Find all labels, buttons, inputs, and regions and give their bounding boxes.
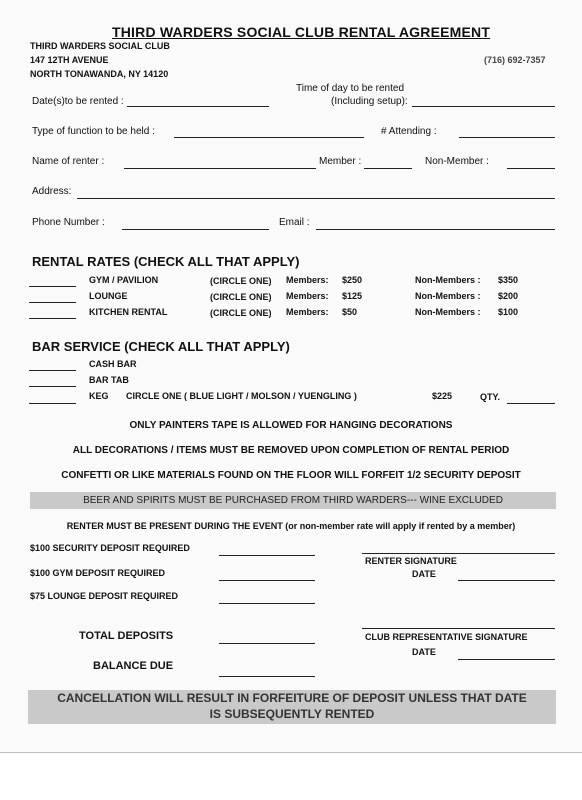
email-field[interactable] [316,229,555,230]
non-member-field[interactable] [507,168,555,169]
rate-name-lounge: LOUNGE [89,291,128,301]
address-field[interactable] [77,198,555,199]
cancellation-line-2: IS SUBSEQUENTLY RENTED [209,707,375,721]
cash-bar-checkbox[interactable] [29,370,76,371]
rate-checkbox-lounge[interactable] [29,302,76,303]
rate-checkbox-kitchen[interactable] [29,318,76,319]
rate-members-price-lounge: $125 [342,291,363,301]
member-label: Member : [319,156,362,167]
non-member-label: Non-Member : [425,156,489,167]
rate-nonmembers-price-kitchen: $100 [498,307,519,317]
rule-confetti: CONFETTI OR LIKE MATERIALS FOUND ON THE FLOOR WILL FORFEIT 1/2 SECURITY DEPOSIT [61,470,521,481]
attending-label: # Attending : [381,126,437,137]
rate-circle-kitchen: (CIRCLE ONE) [210,308,272,318]
keg-checkbox[interactable] [29,403,76,404]
bar-service-heading: BAR SERVICE (CHECK ALL THAT APPLY) [32,339,290,354]
cash-bar-label: CASH BAR [89,359,137,369]
total-deposits-label: TOTAL DEPOSITS [79,630,174,642]
phone-number-field[interactable] [122,229,269,230]
keg-price: $225 [432,391,453,401]
dates-field[interactable] [127,106,269,107]
keg-options: CIRCLE ONE ( BLUE LIGHT / MOLSON / YUENGLING ) [126,391,357,401]
keg-label: KEG [89,391,109,401]
qty-field[interactable] [507,403,555,404]
club-street: 147 12TH AVENUE [30,55,109,65]
rate-nonmembers-label-gym: Non-Members : [415,275,481,285]
balance-due-label: BALANCE DUE [93,660,174,672]
rate-nonmembers-label-lounge: Non-Members : [415,291,481,301]
rate-checkbox-gym[interactable] [29,286,76,287]
rental-rates-heading: RENTAL RATES (CHECK ALL THAT APPLY) [32,254,300,269]
lounge-deposit-field[interactable] [219,603,315,604]
security-deposit-field[interactable] [219,555,315,556]
rate-members-label-lounge: Members: [286,291,329,301]
security-deposit-label: $100 SECURITY DEPOSIT REQUIRED [30,543,190,553]
club-rep-signature-field[interactable] [362,628,555,629]
gym-deposit-label: $100 GYM DEPOSIT REQUIRED [30,568,166,578]
dates-label: Date(s)to be rented : [32,96,124,107]
club-rep-signature-label: CLUB REPRESENTATIVE SIGNATURE [365,632,528,642]
function-type-field[interactable] [174,137,364,138]
lounge-deposit-label: $75 LOUNGE DEPOSIT REQUIRED [30,591,179,601]
cancellation-line-1: CANCELLATION WILL RESULT IN FORFEITURE OF DEPOSIT UNLESS THAT DATE [57,691,527,705]
club-rep-date-field[interactable] [458,659,555,660]
renter-date-label: DATE [412,569,436,579]
rate-members-price-kitchen: $50 [342,307,358,317]
rate-members-price-gym: $250 [342,275,363,285]
renter-name-field[interactable] [124,168,316,169]
rule-decorations-removed: ALL DECORATIONS / ITEMS MUST BE REMOVED UPON COMPLETION OF RENTAL PERIOD [72,445,510,456]
renter-date-field[interactable] [458,580,555,581]
rule-renter-present: RENTER MUST BE PRESENT DURING THE EVENT (or non-member rate will apply if rented by a member) [66,521,516,531]
total-deposits-field[interactable] [219,643,315,644]
including-setup-label: (Including setup): [331,96,408,107]
rate-members-label-kitchen: Members: [286,307,329,317]
rate-nonmembers-price-lounge: $200 [498,291,519,301]
member-field[interactable] [364,168,412,169]
rate-circle-lounge: (CIRCLE ONE) [210,292,272,302]
rate-name-kitchen: KITCHEN RENTAL [89,307,168,317]
time-of-day-field[interactable] [412,106,555,107]
rate-name-gym: GYM / PAVILION [89,275,159,285]
balance-due-field[interactable] [219,676,315,677]
time-of-day-label: Time of day to be rented [296,83,405,94]
rate-nonmembers-label-kitchen: Non-Members : [415,307,481,317]
rate-members-label-gym: Members: [286,275,329,285]
renter-signature-label: RENTER SIGNATURE [365,556,457,566]
bar-tab-label: BAR TAB [89,375,129,385]
rate-nonmembers-price-gym: $350 [498,275,519,285]
email-label: Email : [279,217,310,228]
rate-circle-gym: (CIRCLE ONE) [210,276,272,286]
form-title: THIRD WARDERS SOCIAL CLUB RENTAL AGREEMENT [112,24,491,40]
renter-signature-field[interactable] [362,553,555,554]
attending-field[interactable] [459,137,555,138]
renter-name-label: Name of renter : [32,156,105,167]
qty-label: QTY. [480,392,501,402]
gym-deposit-field[interactable] [219,580,315,581]
club-city: NORTH TONAWANDA, NY 14120 [30,69,169,79]
function-type-label: Type of function to be held : [32,126,155,137]
phone-number-label: Phone Number : [32,217,105,228]
club-name: THIRD WARDERS SOCIAL CLUB [30,41,170,51]
address-label: Address: [32,186,72,197]
rule-painters-tape: ONLY PAINTERS TAPE IS ALLOWED FOR HANGING DECORATIONS [129,420,453,431]
bar-tab-checkbox[interactable] [29,386,76,387]
club-rep-date-label: DATE [412,647,436,657]
club-phone: (716) 692-7357 [484,55,546,65]
rule-beer-spirits: BEER AND SPIRITS MUST BE PURCHASED FROM THIRD WARDERS--- WINE EXCLUDED [83,495,503,506]
